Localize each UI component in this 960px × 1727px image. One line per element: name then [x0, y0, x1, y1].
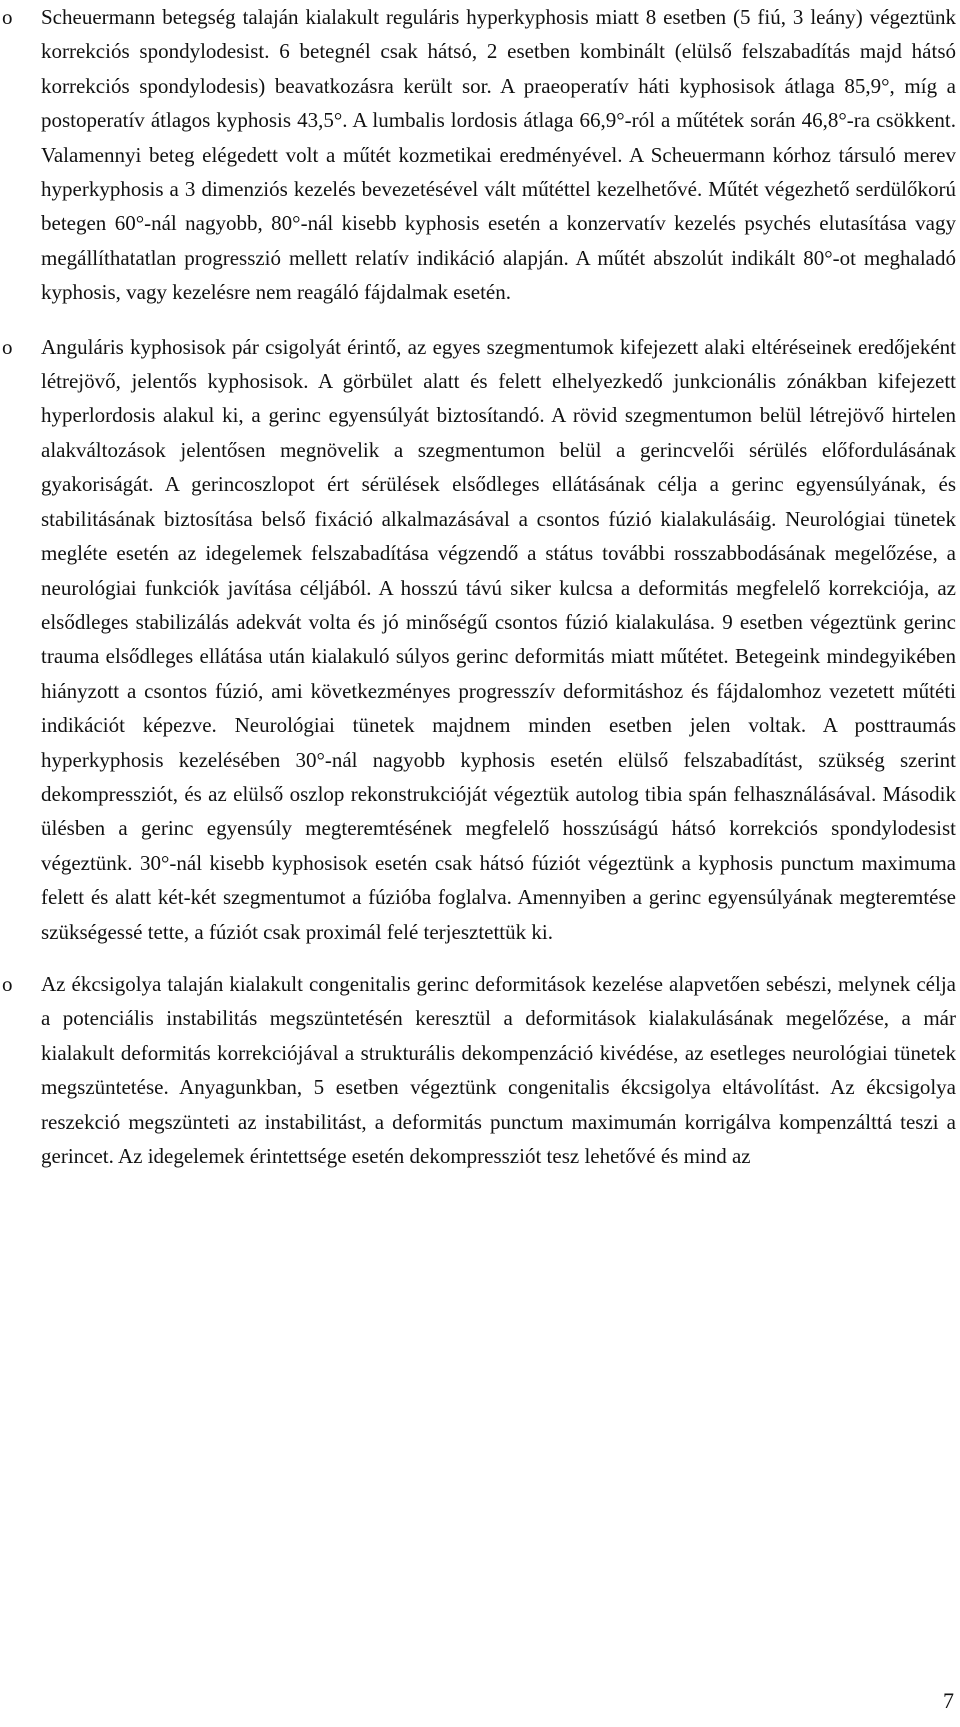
page-number: 7 [943, 1688, 954, 1713]
bullet-marker: o [2, 334, 13, 359]
bullet-marker: o [2, 971, 13, 996]
list-item-scheuermann [0, 0, 960, 310]
list-item-congenital-hemivertebra [0, 967, 960, 1173]
bullet-marker: o [2, 5, 13, 29]
paragraph-scheuermann: Scheuermann betegség talaján kialakult reguláris hyperkyphosis miatt 8 esetben (5 fiú, 3 leány) végeztünk korrekciós spondylodesist. 6 betegnél csak hátsó, 2 esetben kombinált (elülső felszabadítás majd hátsó korrekciós spondylodesis) beavatkozásra került sor. A praeoperatív háti kyphosisok átlaga 85,9°, míg a postoperatív átlagos kyphosis 43,5°. A lumbalis lordosis átlaga 66,9°-ról a műtétek során 46,8°-ra csökkent. Valamennyi beteg elégedett volt a műtét kozmetikai eredményével. A Scheuermann kórhoz társuló merev hyperkyphosis a 3 dimenziós kezelés bevezetésével vált műtéttel kezelhetővé. Műtét végezhető serdülőkorú betegen 60°-nál nagyobb, 80°-nál kisebb kyphosis esetén a konzervatív kezelés psychés elutasítása vagy megállíthatatlan progresszió mellett relatív indikáció alapján. A műtét abszolút indikált 80°-ot meghaladó kyphosis, vagy kezelésre nem reagáló fájdalmak esetén. [41, 5, 956, 305]
list-item-angular-kyphosis [0, 330, 960, 949]
paragraph-congenital-hemivertebra: Az ékcsigolya talaján kialakult congenitalis gerinc deformitások kezelése alapvetően sebészi, melynek célja a potenciális instabilitás megszüntetésén keresztül a deformitások kialakulásának megelőzése, a már kialakult deformitás korrekciójával a strukturális dekompenzáció kivédése, az esetleges neurológiai tünetek megszüntetése. Anyagunkban, 5 esetben végeztünk congenitalis ékcsigolya eltávolítást. Az ékcsigolya reszekció megszünteti az instabilitást, a deformitás punctum maximumán korrigálva kompenzálttá teszi a gerincet. Az idegelemek érintettsége esetén dekompressziót tesz lehetővé és mind az [41, 971, 956, 1168]
paragraph-angular-kyphosis: Anguláris kyphosisok pár csigolyát érintő, az egyes szegmentumok kifejezett alaki eltéréseinek eredőjeként létrejövő, jelentős kyphosisok. A görbület alatt és felett elhelyezkedő junkcionális zónákban kifejezett hyperlordosis alakul ki, a gerinc egyensúlyát biztosítandó. A rövid szegmentumon belül létrejövő hirtelen alakváltozások jelentősen megnövelik a szegmentumon belül a gerincvelői sérülés előfordulásának gyakoriságát. A gerincoszlopot ért sérülések elsődleges ellátásának célja a gerinc egyensúlyának, és stabilitásának biztosítása belső fixáció alkalmazásával a csontos fúzió kialakulásáig. Neurológiai tünetek megléte esetén az idegelemek felszabadítása végzendő a státus további rosszabbodásának megelőzése, a neurológiai funkciók javítása céljából. A hosszú távú siker kulcsa a deformitás megfelelő korrekciója, az elsődleges stabilizálás adekvát volta és jó minőségű csontos fúzió kialakulása. 9 esetben végeztünk gerinc trauma elsődleges ellátása után kialakuló súlyos gerinc deformitás miatt műtétet. Betegeink mindegyikében hiányzott a csontos fúzió, ami következményes progresszív deformitáshoz és fájdalomhoz vezetett műtéti indikációt képezve. Neurológiai tünetek majdnem minden esetben jelen voltak. A posttraumás hyperkyphosis kezelésében 30°-nál nagyobb kyphosis esetén elülső felszabadítást, szükség szerint dekompressziót, és az elülső oszlop rekonstrukcióját végeztük autolog tibia spán felhasználásával. Második ülésben a gerinc egyensúly megteremtésének megfelelő hosszúságú hátsó korrekciós spondylodesist végeztünk. 30°-nál kisebb kyphosisok esetén csak hátsó fúziót végeztünk a kyphosis punctum maximuma felett és alatt két-két szegmentumot a fúzióba foglalva. Amennyiben a gerinc egyensúlyának megteremtése szükségessé tette, a fúziót csak proximál felé terjesztettük ki. [41, 334, 956, 944]
